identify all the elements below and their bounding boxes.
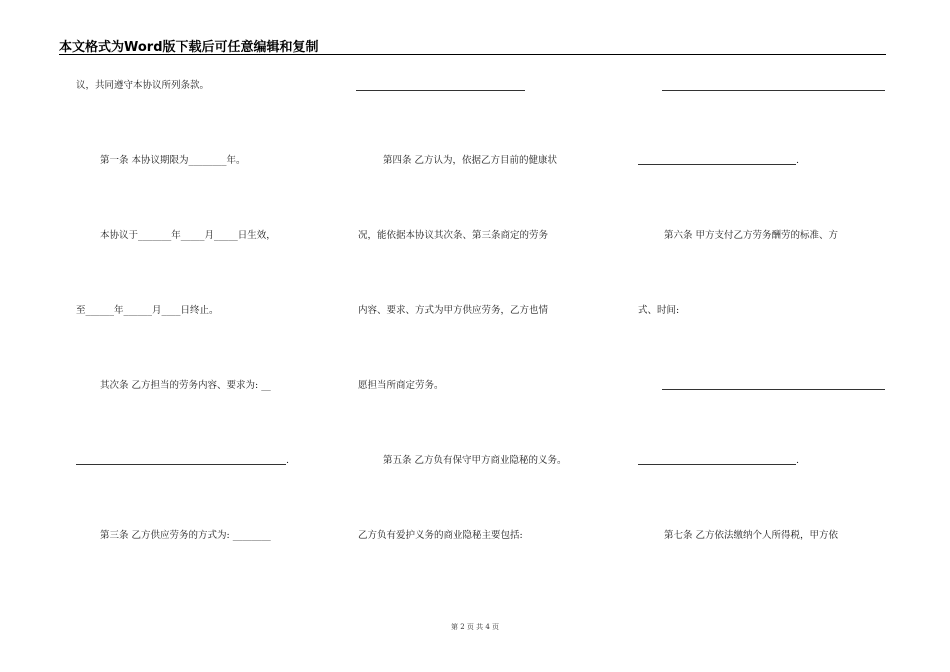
col2-line-7: 乙方负有爱护义务的商业隐秘主要包括: [358, 530, 523, 541]
col2-article-5: 第五条 乙方负有保守甲方商业隐秘的义务。 [383, 455, 567, 466]
col3-line-end-dot-1: . [796, 155, 800, 166]
col3-blank-line-3 [662, 389, 885, 390]
document-header: 本文格式为Word版下载后可任意编辑和复制 [59, 36, 886, 55]
col1-blank-line [76, 464, 286, 465]
col3-blank-line-2 [638, 164, 796, 165]
col1-article-2: 其次条 乙方担当的劳务内容、要求为: __ [100, 380, 271, 391]
col1-line-1: 议，共同遵守本协议所列条款。 [76, 80, 210, 91]
col3-line-4: 式、时间: [638, 305, 680, 316]
col1-line-end-dot: . [286, 455, 290, 466]
col1-article-3: 第三条 乙方供应劳务的方式为: ________ [100, 530, 271, 541]
col2-line-5: 愿担当所商定劳务。 [358, 380, 444, 391]
col3-article-7: 第七条 乙方依法缴纳个人所得税，甲方依 [664, 530, 839, 541]
col2-article-4: 第四条 乙方认为，依据乙方目前的健康状 [383, 155, 558, 166]
col1-end-date: 至______年______月____日终止。 [76, 305, 219, 316]
col3-blank-line-4 [638, 464, 796, 465]
page-number: 第 2 页 共 4 页 [450, 623, 500, 631]
col2-line-3: 况，能依据本协议其次条、第三条商定的劳务 [358, 230, 549, 241]
col2-line-4: 内容、要求、方式为甲方供应劳务，乙方也情 [358, 305, 549, 316]
col3-blank-line-1 [662, 90, 885, 91]
col2-blank-line [356, 90, 525, 91]
col3-line-end-dot-2: . [796, 455, 800, 466]
col1-article-1: 第一条 本协议期限为________年。 [100, 155, 246, 166]
col1-effective-date: 本协议于_______年_____月_____日生效， [100, 230, 276, 241]
col3-article-6: 第六条 甲方支付乙方劳务酬劳的标准、方 [664, 230, 839, 241]
